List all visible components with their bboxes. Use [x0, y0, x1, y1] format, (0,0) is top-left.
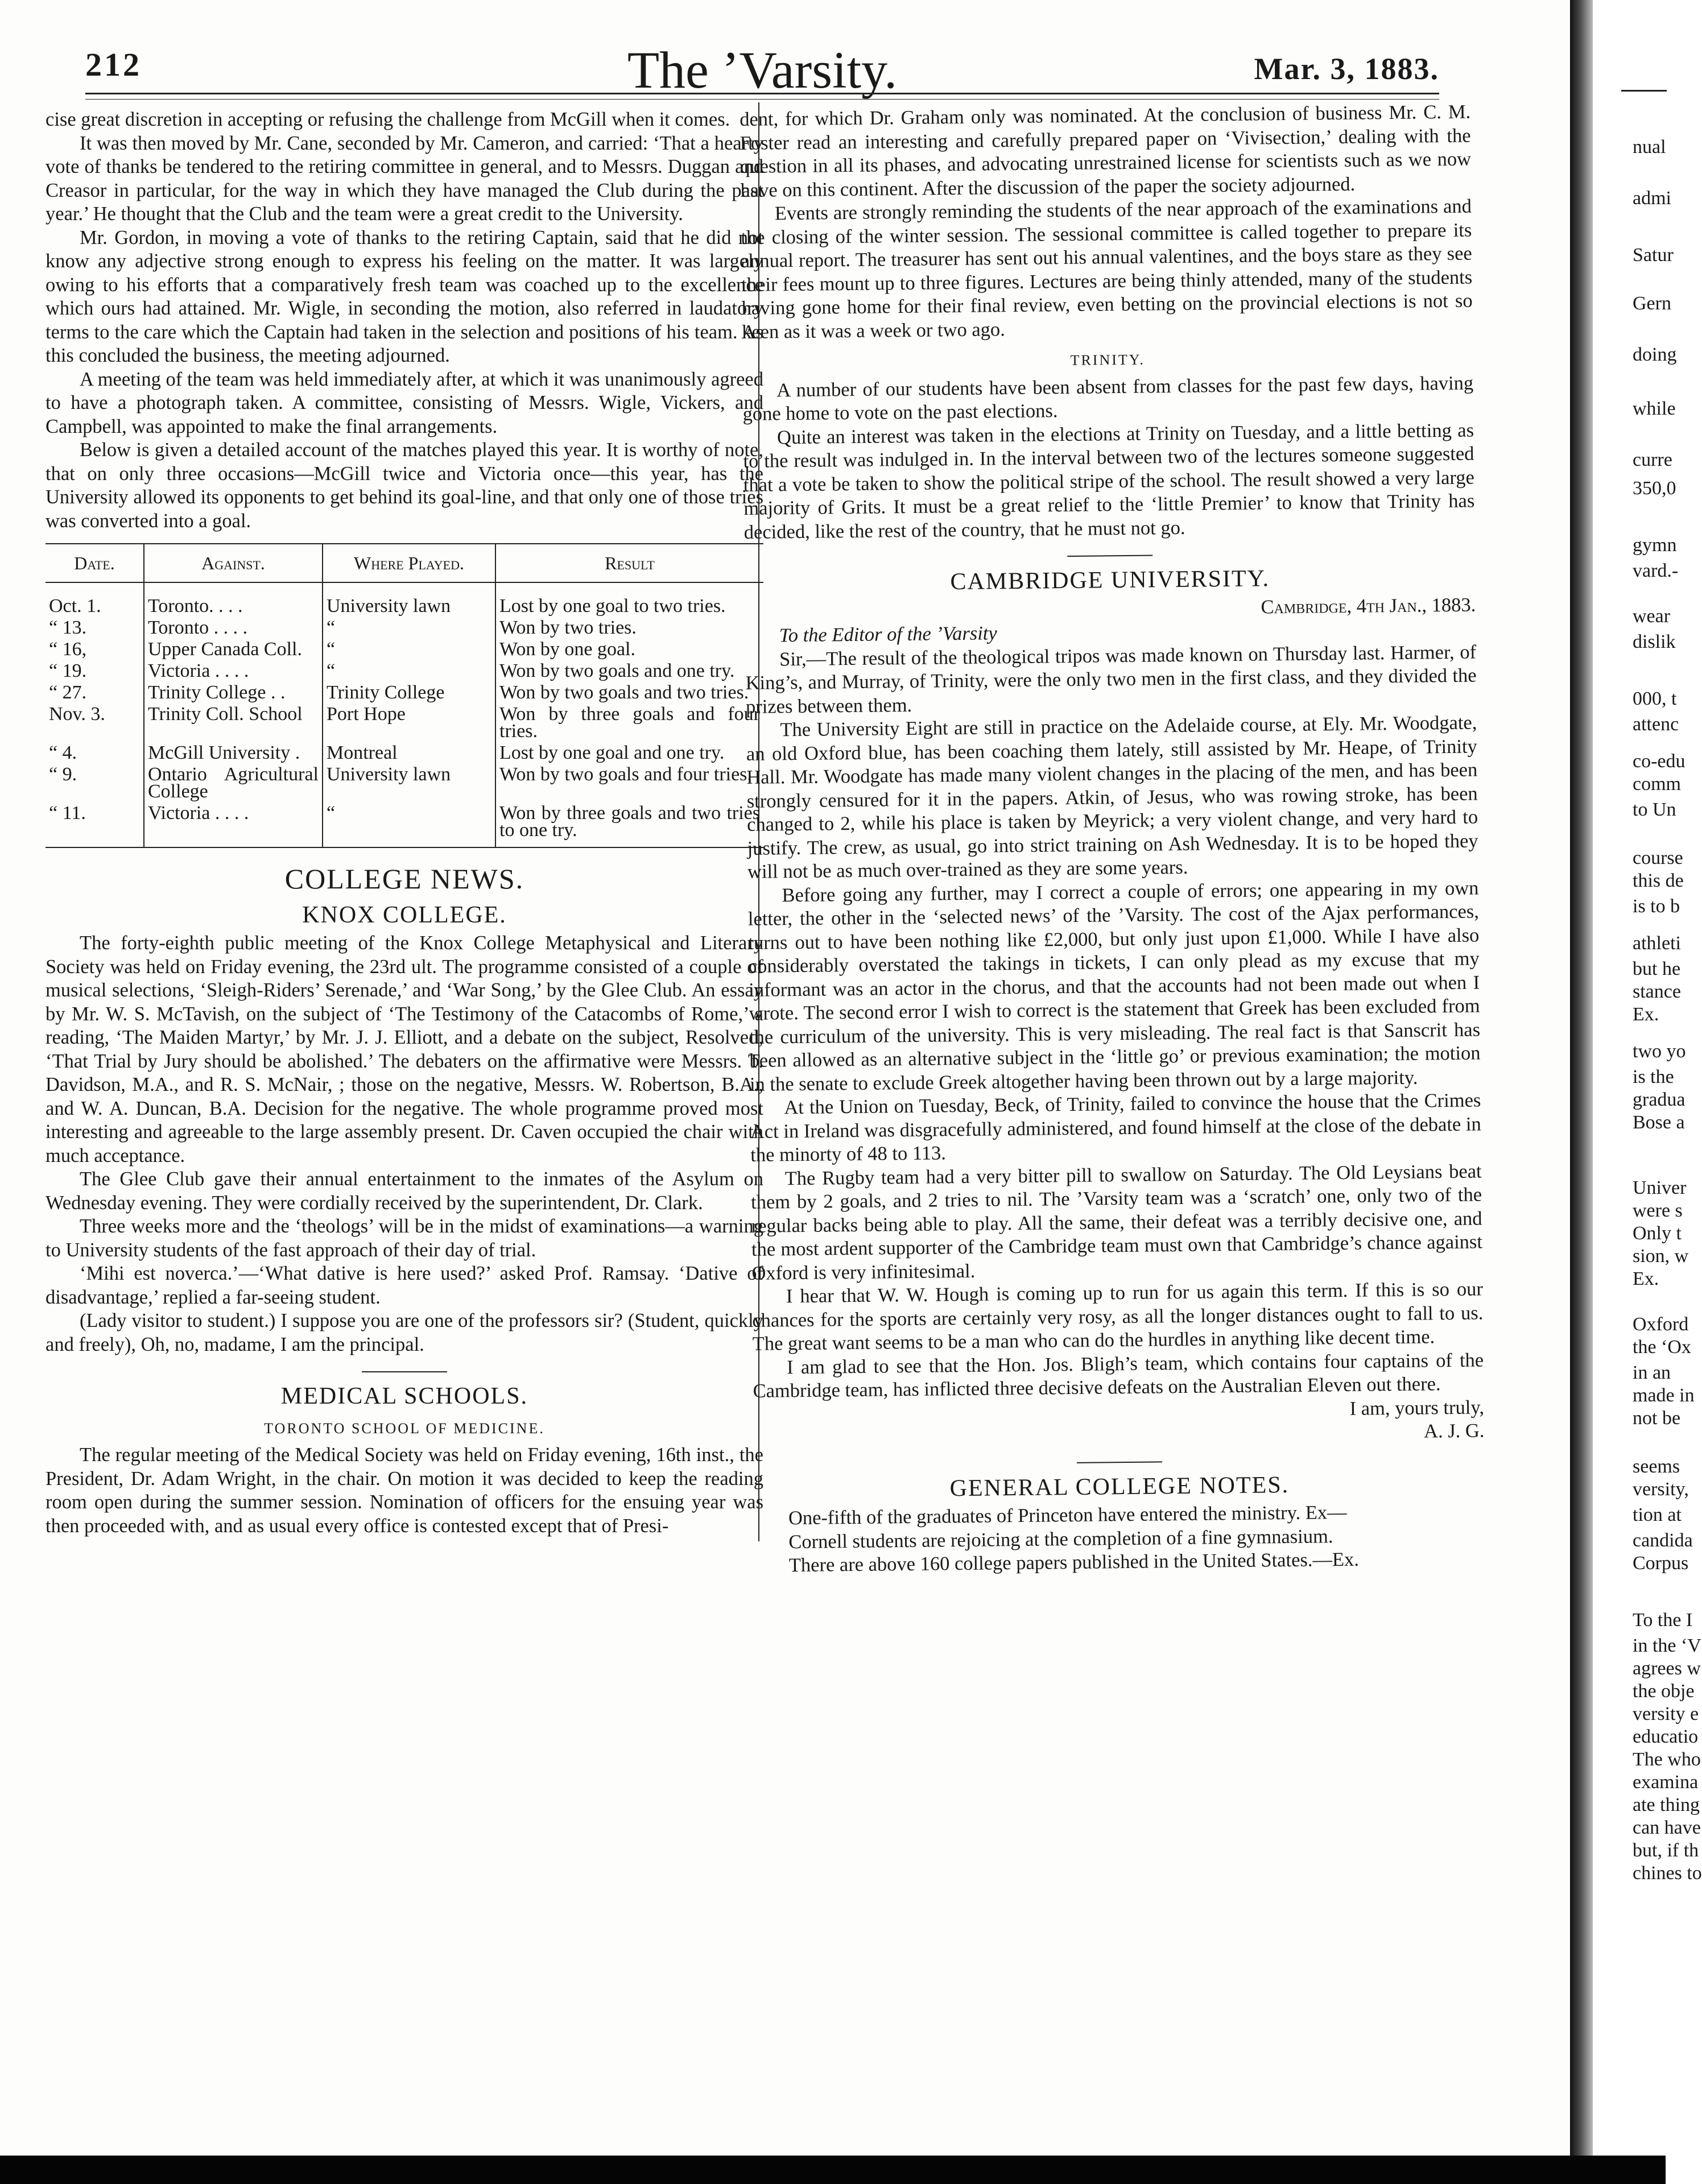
cell-result: Won by two goals and two tries.	[495, 682, 763, 704]
matches-table	[46, 543, 763, 848]
adjacent-text-fragment: attenc	[1633, 714, 1679, 735]
page-number: 212	[85, 46, 142, 83]
cell-result: Won by two tries.	[495, 617, 763, 639]
adjacent-text-fragment: educatio	[1633, 1726, 1699, 1747]
cell-where: “	[323, 617, 495, 639]
table-row	[46, 704, 763, 742]
binding-gutter	[1570, 0, 1593, 2184]
section-rule	[1067, 555, 1152, 557]
cell-against: Upper Canada Coll.	[144, 639, 323, 660]
adjacent-text-fragment: to Un	[1633, 799, 1676, 820]
table-header-row	[46, 544, 763, 582]
cell-against: Victoria . . . .	[144, 660, 323, 682]
paragraph: It was then moved by Mr. Cane, seconded by Mr. Cameron, and carried: ‘That a hearty vote of thanks be tendered to the retiring committee in general, and to Messrs. Duggan and Creasor in particular, for the way in which they have managed the Club during the past year.’ He thought that the Club and the team were a great credit to the University.	[46, 132, 763, 225]
header-rule-thin	[85, 99, 1439, 100]
page-header	[85, 40, 1439, 108]
paragraph: (Lady visitor to student.) I suppose you are one of the professors sir? (Student, quickly and freely), Oh, no, madame, I am the principal.	[46, 1310, 763, 1355]
paragraph: Cornell students are rejoicing at the completion of a fine gymnasium.	[788, 1525, 1333, 1553]
masthead-title: The ’Varsity.	[627, 41, 898, 99]
table-row	[46, 742, 763, 764]
column-header-date: Date.	[46, 544, 144, 582]
cell-where: University lawn	[323, 764, 495, 803]
cell-where: Trinity College	[323, 682, 495, 704]
table-row	[46, 639, 763, 660]
adjacent-text-fragment: nual	[1633, 136, 1666, 158]
adjacent-text-fragment: tion at	[1633, 1504, 1682, 1525]
cell-against: Toronto . . . .	[144, 617, 323, 639]
section-rule	[362, 1371, 447, 1372]
cell-where: “	[323, 639, 495, 660]
issue-date: Mar. 3, 1883.	[1254, 52, 1439, 86]
cell-date: “ 4.	[49, 742, 77, 763]
letter-address: To the Editor of the ’Varsity	[779, 622, 997, 647]
adjacent-text-fragment: vard.-	[1633, 560, 1679, 581]
cell-result: Won by two goals and one try.	[495, 660, 763, 682]
cell-where: “	[323, 660, 495, 682]
adjacent-text-fragment: athleti	[1633, 933, 1681, 954]
section-heading-knox-college: KNOX COLLEGE.	[302, 901, 507, 928]
cell-against: Toronto. . . .	[144, 582, 323, 617]
cell-where: Montreal	[323, 742, 495, 764]
cell-result: Lost by one goal and one try.	[495, 742, 763, 764]
adjacent-text-fragment: Satur	[1633, 245, 1674, 266]
cell-result: Won by two goals and four tries.	[495, 764, 763, 803]
scan-edge	[0, 2156, 1666, 2184]
section-heading-cambridge: CAMBRIDGE UNIVERSITY.	[950, 565, 1270, 595]
adjacent-text-fragment: curre	[1633, 449, 1672, 470]
cell-date: “ 19.	[49, 660, 87, 681]
paragraph: Below is given a detailed account of the matches played this year. It is worthy of note, that on only three occasions—McGill twice and Victoria once—this year, has the University allowed its opponents to get behind its goal-line, and that only one of those tries was converted into a goal.	[46, 439, 763, 532]
paragraph: cise great discretion in accepting or refusing the challenge from McGill when it comes.	[46, 109, 730, 130]
adjacent-text-fragment: 350,0	[1633, 478, 1676, 499]
right-column	[740, 101, 1486, 1578]
adjacent-text-fragment: co-edu	[1633, 751, 1686, 772]
adjacent-text-fragment: but he	[1633, 958, 1681, 979]
paragraph: Three weeks more and the ‘theologs’ will be in the midst of examinations—a warning to University students of the fast approach of their day of trial.	[46, 1215, 763, 1261]
adjacent-text-fragment: comm	[1633, 774, 1681, 795]
paragraph: dent, for which Dr. Graham only was nominated. At the conclusion of business Mr. C. M. Foster read an interesting and carefully prepared paper on ‘Vivisection,’ dealing with the question in all its phases, and advocating unrestrained license for scientists such as we now have on this continent. After the discussion of the paper the society adjourned.	[740, 101, 1472, 201]
paragraph: A number of our students have been absent from classes for the past few days, having gone home to vote on the past elections.	[742, 372, 1474, 425]
paragraph: Mr. Gordon, in moving a vote of thanks to the retiring Captain, said that he did not know any adjective strong enough to express his feeling on the matter. It was largely owing to his efforts that a comparatively fresh team was coached up to the excellence which ours had attained. Mr. Wigle, in seconding the motion, also referred in laudatory terms to the care which the Captain had taken in the selection and positions of his team. As this concluded the business, the meeting adjourned.	[46, 226, 763, 366]
paragraph: The Glee Club gave their annual entertainment to the inmates of the Asylum on Wednesday evening. They were cordially received by the superintendent, Dr. Clark.	[46, 1168, 763, 1214]
adjacent-text-fragment: in the ‘V	[1633, 1635, 1701, 1656]
adjacent-text-fragment: made in	[1633, 1385, 1695, 1406]
adjacent-text-fragment: The who	[1633, 1749, 1701, 1770]
adjacent-text-fragment: versity,	[1633, 1479, 1689, 1500]
cell-result: Won by three goals and two tries to one try.	[495, 803, 763, 847]
cell-result: Lost by one goal to two tries.	[495, 582, 763, 617]
column-header-result: Result	[495, 544, 763, 582]
table-row	[46, 582, 763, 617]
adjacent-text-fragment: not be	[1633, 1408, 1681, 1429]
cell-date: “ 11.	[46, 803, 144, 847]
adjacent-text-fragment: the obje	[1633, 1681, 1695, 1702]
adjacent-text-fragment: Gern	[1633, 293, 1671, 314]
adjacent-text-fragment: Ex.	[1633, 1004, 1659, 1025]
adjacent-text-fragment: gradua	[1633, 1089, 1686, 1110]
adjacent-header-rule	[1621, 90, 1667, 92]
adjacent-text-fragment: Univer	[1633, 1177, 1687, 1198]
paragraph: A meeting of the team was held immediately after, at which it was unanimously agreed to have a photograph taken. A committee, consisting of Messrs. Wigle, Vickers, and Campbell, was appointed to make the final arrangements.	[46, 368, 763, 437]
left-column	[46, 108, 763, 1538]
cell-result: Won by three goals and four tries.	[495, 704, 763, 742]
cell-date: “ 27.	[49, 682, 87, 703]
adjacent-text-fragment: in an	[1633, 1362, 1671, 1383]
adjacent-text-fragment: this de	[1633, 870, 1684, 891]
letter-closing: I am, yours truly,	[1349, 1396, 1485, 1420]
paragraph: ‘Mihi est noverca.’—‘What dative is here used?’ asked Prof. Ramsay. ‘Dative of disadvantage,’ replied a far-seeing student.	[46, 1263, 763, 1308]
table-row	[46, 682, 763, 704]
paragraph: I am glad to see that the Hon. Jos. Bligh’s team, which contains four captains of the Cambridge team, has inflicted three decisive defeats on the Australian Eleven out there.	[753, 1349, 1484, 1402]
cell-date: “ 16,	[49, 639, 87, 660]
adjacent-text-fragment: can have	[1633, 1817, 1701, 1838]
adjacent-text-fragment: versity e	[1633, 1703, 1699, 1724]
table-row	[46, 660, 763, 682]
adjacent-text-fragment: wear	[1633, 606, 1671, 627]
table-row	[46, 617, 763, 639]
paragraph: One-fifth of the graduates of Princeton have entered the ministry. Ex—	[788, 1501, 1347, 1529]
paragraph: The regular meeting of the Medical Society was held on Friday evening, 16th inst., the President, Dr. Adam Wright, in the chair. On motion it was decided to keep the reading room open during the summer session. Nomination of officers for the ensuing year was then proceeded with, and as usual every office is contested except that of Presi-	[46, 1444, 763, 1537]
letter-signature: A. J. G.	[1423, 1420, 1485, 1442]
paragraph: The forty-eighth public meeting of the Knox College Metaphysical and Literary Society was held on Friday evening, the 23rd ult. The programme consisted of a couple of musical selections, ‘Sleigh-Riders’ Serenade,’ and ‘War Song,’ by the Glee Club. An essay by Mr. W. S. McTavish, on the subject of ‘The Testimony of the Catacombs of Rome,’ a reading, ‘The Maiden Martyr,’ by Mr. J. J. Elliott, and a debate on the subject, Resolved, ‘That Trial by Jury should be abolished.’ The debaters on the affirmative were Messrs. T. Davidson, M.A., and R. S. McNair, ; those on the negative, Messrs. W. Robertson, B.A., and W. A. Duncan, B.A. Decision for the negative. The whole programme proved most interesting and agreeable to the large assembly present. Dr. Caven occupied the chair with much acceptance.	[46, 932, 763, 1167]
adjacent-text-fragment: 000, t	[1633, 688, 1677, 709]
section-heading-college-news: COLLEGE NEWS.	[284, 863, 524, 895]
section-heading-medical-schools: MEDICAL SCHOOLS.	[280, 1383, 528, 1409]
column-header-where-played: Where Played.	[323, 544, 495, 582]
adjacent-text-fragment: doing	[1633, 344, 1677, 365]
adjacent-text-fragment: agrees w	[1633, 1658, 1701, 1679]
adjacent-text-fragment: Corpus	[1633, 1553, 1689, 1574]
letter-dateline: Cambridge, 4th Jan., 1883.	[1261, 593, 1476, 618]
adjacent-text-fragment: two yo	[1633, 1041, 1686, 1062]
subheading-trinity: TRINITY.	[1070, 351, 1145, 369]
adjacent-text-fragment: stance	[1633, 981, 1681, 1002]
paragraph: Before going any further, may I correct a couple of errors; one appearing in my own letter, the other in the ‘selected news’ of the ’Varsity. The cost of the Ajax performances, turns out to have been nothing like £2,000, but only just upon £1,000. While I have also considerably overstated the takings in tickets, I can only plead as my excuse that my informant was an actor in the chorus, and that the accounts had not been made out when I wrote. The second error I wish to correct is the statement that Greek has been excluded from the curriculum of the university. This is very misleading. The real fact is that Sanscrit has been allowed as an alternative subject in the ‘little go’ or previous examination; the motion in the senate to exclude Greek altogether having been thrown out by a large majority.	[747, 876, 1481, 1095]
adjacent-text-fragment: Bose a	[1633, 1112, 1685, 1133]
paragraph: The University Eight are still in practice on the Adelaide course, at Ely. Mr. Woodgate, an old Oxford blue, has been coaching them lately, still assisted by Mr. Heape, of Trinity Hall. Mr. Woodgate has made many violent changes in the placing of the men, and has been strongly censured for it in the papers. Atkin, of Jesus, who was rowing stroke, has been changed to 2, while his place is taken by Meyrick; a very violent change, and very hard to justify. The crew, as usual, go into strict training on Ash Wednesday. It is to be hoped they will not be as much over-trained as they are some years.	[746, 712, 1478, 883]
adjacent-text-fragment: candida	[1633, 1530, 1693, 1551]
adjacent-text-fragment: is the	[1633, 1066, 1674, 1087]
cell-against: Trinity College . .	[144, 682, 323, 704]
cell-against: Victoria . . . .	[144, 803, 323, 847]
cell-result: Won by one goal.	[495, 639, 763, 660]
paragraph: At the Union on Tuesday, Beck, of Trinity, failed to convince the house that the Crimes Act in Ireland was disgracefully administered, and found himself at the close of the debate in the minorty of 48 to 113.	[750, 1089, 1481, 1166]
adjacent-text-fragment: chines to	[1633, 1863, 1702, 1884]
adjacent-text-fragment: ate thing	[1633, 1794, 1700, 1815]
paragraph: There are above 160 college papers published in the United States.—Ex.	[788, 1548, 1360, 1577]
section-rule	[1076, 1461, 1162, 1463]
cell-against: McGill University .	[144, 742, 323, 764]
paragraph: Quite an interest was taken in the elections at Trinity on Tuesday, and a little betting as to the result was indulged in. In the interval between two of the lectures someone suggested that a vote be taken to show the political stripe of the school. The result showed a very large majority of Grits. It must be a great relief to the ‘little Premier’ to know that Trinity has decided, like the rest of the country, that he must not go.	[743, 419, 1475, 543]
cell-where: University lawn	[323, 582, 495, 617]
table-row	[46, 764, 763, 803]
adjacent-text-fragment: the ‘Ox	[1633, 1337, 1691, 1358]
adjacent-text-fragment: examina	[1633, 1772, 1699, 1793]
cell-date: “ 9.	[49, 764, 77, 785]
adjacent-text-fragment: gymn	[1633, 535, 1677, 556]
adjacent-text-fragment: but, if th	[1633, 1840, 1699, 1861]
adjacent-text-fragment: sion, w	[1633, 1246, 1689, 1267]
adjacent-text-fragment: To the I	[1633, 1610, 1693, 1631]
cell-against: Trinity Coll. School	[144, 704, 323, 742]
adjacent-text-fragment: seems	[1633, 1456, 1680, 1477]
paragraph: Events are strongly reminding the students of the near approach of the examinations and the closing of the winter session. The sessional committee is called together to prepare its annual report. The treasurer has sent out his annual valentines, and the boys stare as they see their fees mount up to three figures. Lectures are being thinly attended, many of the students having gone home for their final review, even betting on the provincial elections is not so keen as it was a week or two ago.	[741, 195, 1473, 343]
section-heading-general-notes: GENERAL COLLEGE NOTES.	[949, 1471, 1290, 1502]
adjacent-text-fragment: while	[1633, 398, 1676, 419]
adjacent-text-fragment: were s	[1633, 1200, 1683, 1221]
subheading-toronto-school: TORONTO SCHOOL OF MEDICINE.	[264, 1420, 545, 1437]
paragraph: The Rugby team had a very bitter pill to swallow on Saturday. The Old Leysians beat them by 2 goals, and 2 tries to nil. The ’Varsity team was a ‘scratch’ one, only two of the regular backs being able to play. All the same, their defeat was a terribly decisive one, and the most ardent supporter of the Cambridge team must own that Cambridge’s chance against Oxford is very infinitesimal.	[750, 1160, 1483, 1284]
column-header-against: Against.	[144, 544, 323, 582]
table-row	[46, 803, 763, 847]
cell-where: “	[323, 803, 495, 847]
paragraph: I hear that W. W. Hough is coming up to run for us again this term. If this is so our chances for the sports are certainly very rosy, as all the longer distances ought to fall to us. The great want seems to be a man who can do the hurdles in anything like decent time.	[752, 1278, 1484, 1355]
adjacent-text-fragment: dislik	[1633, 631, 1676, 652]
adjacent-text-fragment: Ex.	[1633, 1268, 1659, 1289]
adjacent-text-fragment: course	[1633, 847, 1683, 868]
cell-where: Port Hope	[323, 704, 495, 742]
header-rule	[85, 93, 1439, 94]
adjacent-text-fragment: admi	[1633, 188, 1671, 209]
cell-date: Oct. 1.	[49, 595, 101, 617]
cell-date: “ 13.	[49, 617, 87, 638]
cell-date: Nov. 3.	[49, 704, 105, 725]
paragraph: Sir,—The result of the theological tripos was made known on Thursday last. Harmer, of King’s, and Murray, of Trinity, were the only two men in the first class, and they divided the prizes between them.	[745, 640, 1477, 718]
adjacent-text-fragment: Only t	[1633, 1223, 1682, 1244]
cell-against: Ontario Agricultural College	[144, 764, 323, 803]
adjacent-text-fragment: Oxford	[1633, 1314, 1689, 1335]
adjacent-text-fragment: is to b	[1633, 896, 1680, 917]
